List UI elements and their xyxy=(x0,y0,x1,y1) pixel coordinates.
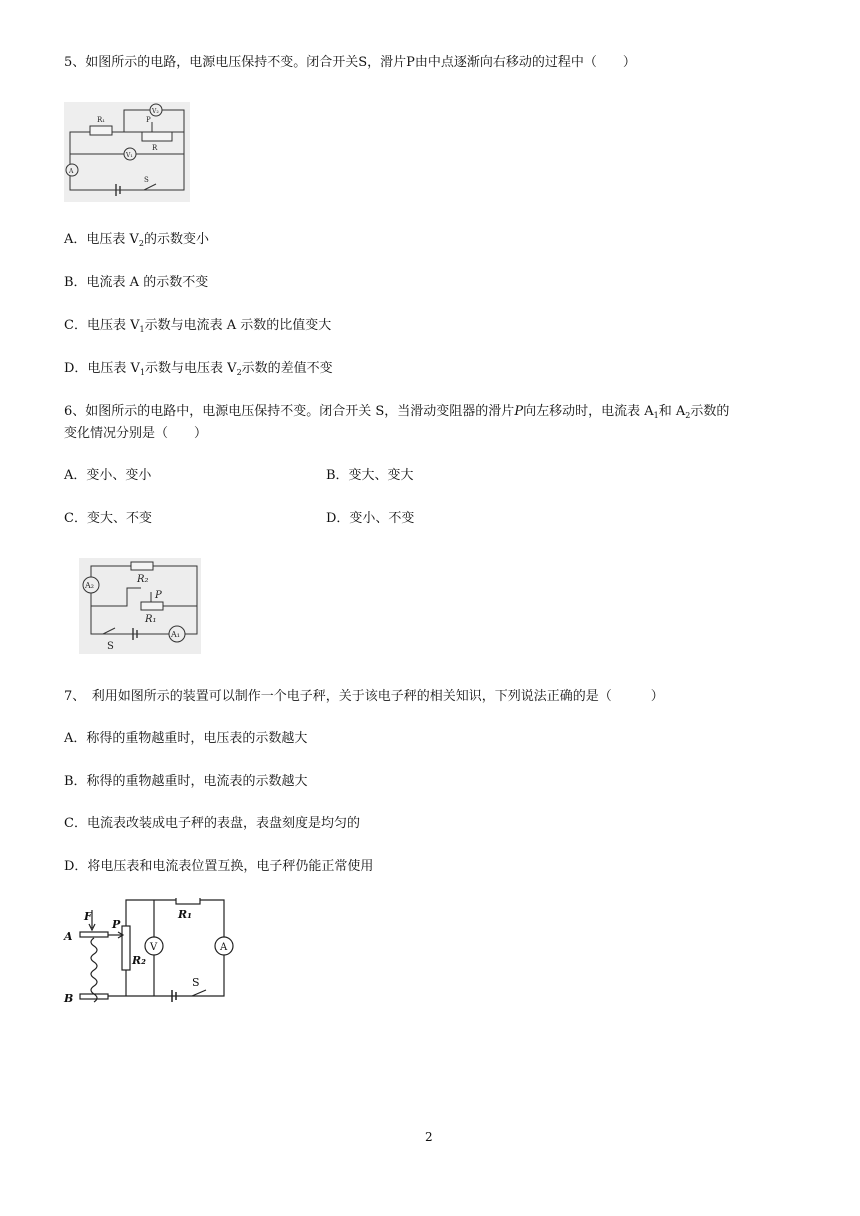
q5-fig-p-label: P xyxy=(146,116,151,124)
q6-fig-p-label: P xyxy=(155,590,162,601)
page-number: 2 xyxy=(425,1130,433,1144)
q5-option-c: C．电压表 $V_1$示数与电流表 A 示数的比值变大 xyxy=(64,318,332,334)
q7-fig-r1-label: R₁ xyxy=(178,908,192,921)
q7-scale-circuit-figure xyxy=(62,898,242,1008)
q6-stem-line2: 变化情况分别是（ ） xyxy=(64,426,208,441)
q6-circuit-figure xyxy=(79,558,201,654)
q7-fig-r2-label: R₂ xyxy=(132,954,146,967)
q5-fig-r1-label: R₁ xyxy=(97,116,106,124)
q7-fig-s-label: S xyxy=(192,976,200,989)
q7-fig-f-label: F xyxy=(84,910,92,923)
q6-option-d: D．变小、不变 xyxy=(326,511,415,526)
q7-fig-p-label: P xyxy=(112,918,121,931)
q6-fig-r2-label: R₂ xyxy=(137,574,149,585)
q5-circuit-figure xyxy=(64,102,190,202)
q5-fig-s-label: S xyxy=(144,176,149,184)
q6-option-a: A．变小、变小 xyxy=(64,468,152,483)
q6-fig-a2-label: A₂ xyxy=(85,581,94,590)
q5-stem: 5、如图所示的电路，电源电压保持不变。闭合开关S，滑片P由中点逐渐向右移动的过程中（ ） xyxy=(64,55,636,70)
q6-fig-r1-label: R₁ xyxy=(145,614,157,625)
q7-fig-am-label: A xyxy=(220,942,228,953)
q7-option-d: D．将电压表和电流表位置互换，电子秤仍能正常使用 xyxy=(64,859,374,874)
q7-option-b: B．称得的重物越重时，电流表的示数越大 xyxy=(64,774,308,789)
q7-fig-a-label: A xyxy=(64,930,73,943)
q6-fig-s-label: S xyxy=(107,641,114,652)
q5-option-b: B．电流表 A 的示数不变 xyxy=(64,275,209,290)
q7-option-a: A．称得的重物越重时，电压表的示数越大 xyxy=(64,731,308,746)
q7-fig-b-label: B xyxy=(64,992,74,1005)
q7-option-c: C．电流表改装成电子秤的表盘，表盘刻度是均匀的 xyxy=(64,816,360,831)
q5-fig-a-label: A xyxy=(69,168,74,175)
q5-fig-v2-label: V₂ xyxy=(152,108,159,115)
q5-fig-v1-label: V₁ xyxy=(126,152,133,159)
q6-option-b: B．变大、变大 xyxy=(326,468,414,483)
q7-stem: 7、 利用如图所示的装置可以制作一个电子秤，关于该电子秤的相关知识，下列说法正确的是（ ） xyxy=(64,689,664,704)
q6-option-c: C．变大、不变 xyxy=(64,511,152,526)
q5-option-d: D．电压表 $V_1$示数与电压表 $V_2$示数的差值不变 xyxy=(64,361,333,377)
q5-option-a: A．电压表 $V_2$的示数变小 xyxy=(64,232,210,248)
q6-stem-line1: 6、如图所示的电路中，电源电压保持不变。闭合开关 S，当滑动变阻器的滑片P向左移动时，电流表 $A_1$和 $A_2$示数的 xyxy=(64,404,730,420)
q5-fig-r-label: R xyxy=(152,144,158,152)
q6-fig-a1-label: A₁ xyxy=(171,630,180,639)
q7-fig-v-label: V xyxy=(150,942,158,953)
